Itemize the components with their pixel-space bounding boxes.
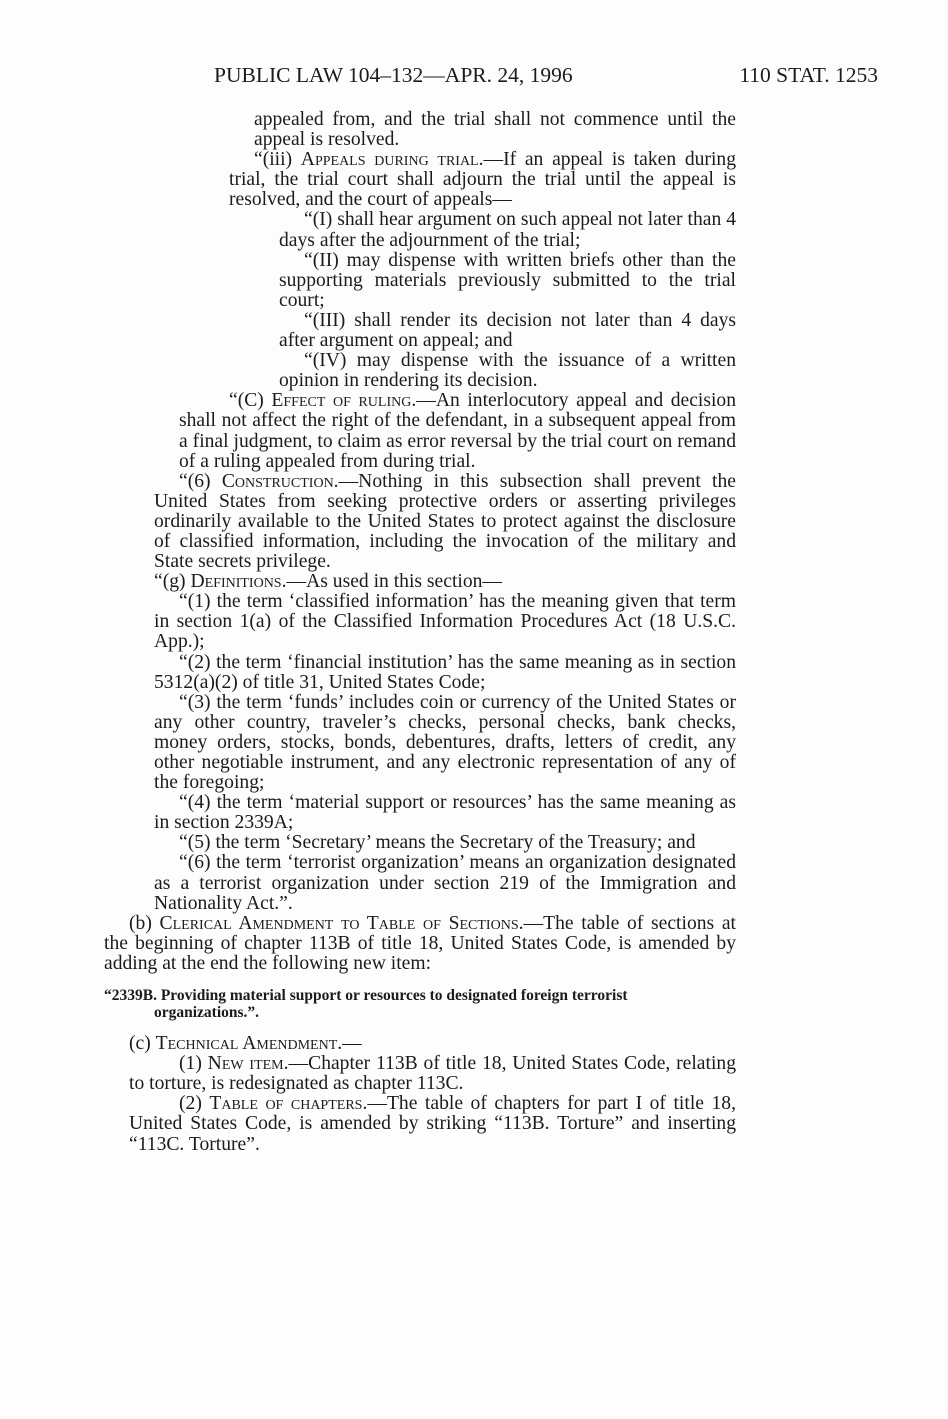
clause-iii-render-decision: “(III) shall render its decision not later than 4 days after argument on appeal; and [279,309,736,352]
definition-secretary: “(5) the term ‘Secretary’ means the Secretary of the Treasury; and [179,832,696,854]
definition-material-support: “(4) the term ‘material support or resources’ has the same meaning as in section 2339A; [154,792,736,834]
table-of-sections-item: “2339B. Providing material support or resources to designated foreign terrorist organizations.”. [104,987,628,1022]
paragraph-construction: “(6) Construction.—Nothing in this subsection shall prevent the United States from seeking protective orders or asserting privileges ordinarily available to the United States to protect against the disclosure of classified information, including the invocation of the military and State secrets privilege. [154,470,736,573]
paragraph-table-of-chapters: (2) Table of chapters.—The table of chapters for part I of title 18, United States Code, is amended by striking “113B. Torture” and inserting “113C. Torture”. [129,1093,736,1155]
clause-ii-dispense-briefs: “(II) may dispense with written briefs other than the supporting materials previously submitted to the trial court; [279,249,736,311]
paragraph-definitions: “(g) Definitions.—As used in this section— [154,571,503,593]
paragraph-appeal-continuation: appealed from, and the trial shall not commence until the appeal is resolved. [254,109,736,151]
paragraph-new-item: (1) New item.—Chapter 113B of title 18, United States Code, relating to torture, is redesignated as chapter 113C. [129,1053,736,1095]
definition-funds: “(3) the term ‘funds’ includes coin or currency of the United States or any other country, traveler’s checks, personal checks, bank checks, money orders, stocks, bonds, debentures, drafts, letters of credit, any other negotiable instrument, and any electronic representation of any of the foregoing; [154,691,736,794]
paragraph-technical-amendment: (c) Technical Amendment.— [129,1033,362,1055]
definition-financial-institution: “(2) the term ‘financial institution’ has the same meaning as in section 5312(a)(2) of title 31, United States Code; [154,651,736,693]
definition-classified-information: “(1) the term ‘classified information’ has the meaning given that term in section 1(a) of the Classified Information Procedures Act (18 U.S.C. App.); [154,591,736,653]
public-law-citation: PUBLIC LAW 104–132—APR. 24, 1996 [214,63,573,87]
clause-i-hear-argument: “(I) shall hear argument on such appeal not later than 4 days after the adjournment of the trial; [279,209,736,251]
paragraph-clerical-amendment: (b) Clerical Amendment to Table of Sections.—The table of sections at the beginning of chapter 113B of title 18, United States Code, is amended by adding at the end the following new item: [104,912,736,974]
definition-terrorist-organization: “(6) the term ‘terrorist organization’ means an organization designated as a terrorist organization under section 219 of the Immigration and Nationality Act.”. [154,852,736,914]
paragraph-appeals-during-trial: “(iii) Appeals during trial.—If an appeal is taken during trial, the trial court shall adjourn the trial until the appeal is resolved, and the court of appeals— [229,149,736,211]
statute-text [104,110,736,1155]
statute-page-number: 110 STAT. 1253 [739,63,878,87]
paragraph-effect-of-ruling: “(C) Effect of ruling.—An interlocutory appeal and decision shall not affect the right of the defendant, in a subsequent appeal from a final judgment, to claim as error reversal by the trial court on remand of a ruling appealed from during trial. [179,390,736,472]
clause-iv-written-opinion: “(IV) may dispense with the issuance of a written opinion in rendering its decision. [279,350,736,392]
